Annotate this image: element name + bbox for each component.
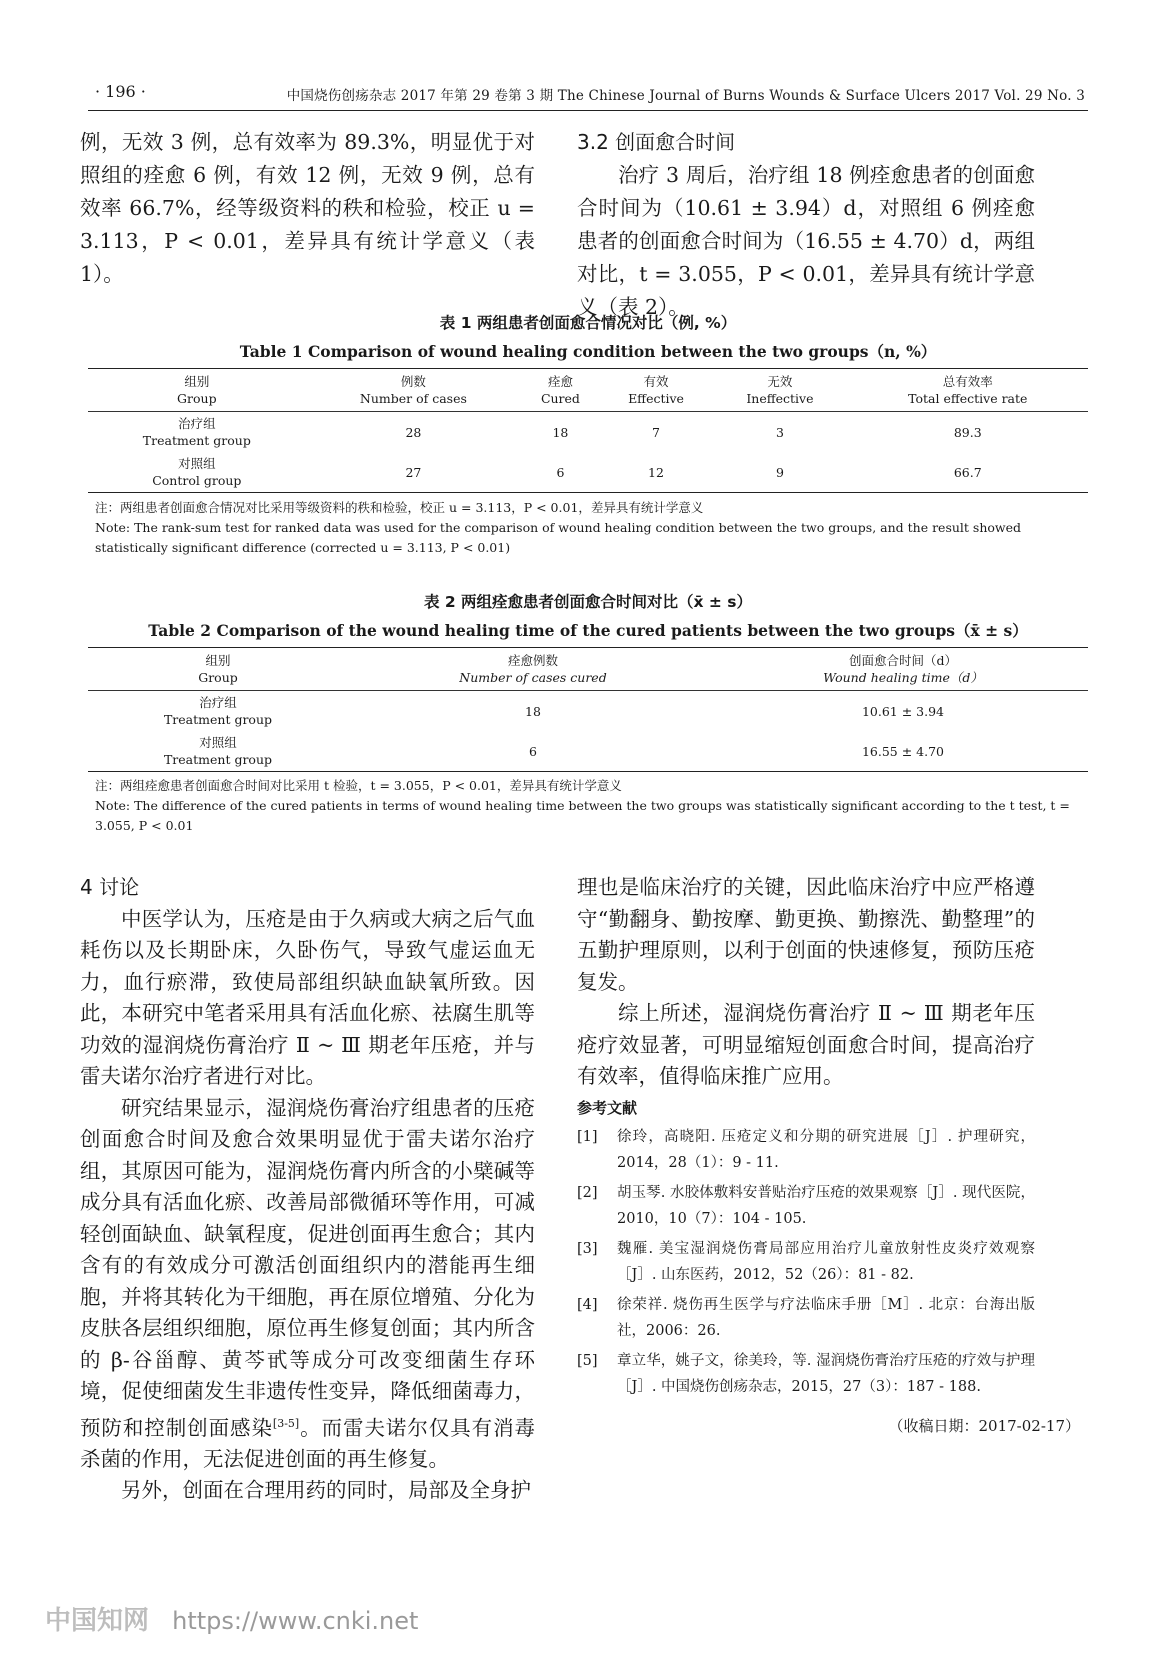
- table1-note-en: Note: The rank-sum test for ranked data was used for the comparison of wound healing condition between the two groups, and the result showed statistically significant difference (corrected u = 3.113, P < 0.01): [95, 520, 1021, 555]
- table-cell: 10.61 ± 3.94: [861, 703, 945, 719]
- table2-caption-en: Table 2 Comparison of the wound healing time of the cured patients between the two groups（x̄ ± s）: [148, 621, 1028, 640]
- table-cell: 89.3: [953, 424, 982, 440]
- section-3-2-heading: 3.2 创面愈合时间: [577, 130, 736, 154]
- discussion-paragraph-3-continued: 理也是临床治疗的关键，因此临床治疗中应严格遵守“勤翻身、勤按摩、勤更换、勤擦洗、勤整理”的五勤护理原则，以利于创面的快速修复，预防压疮复发。: [577, 875, 1035, 994]
- table-header-row: [88, 648, 1088, 691]
- cnki-logo: 中国知网: [45, 1606, 150, 1636]
- table-cell: 9: [712, 452, 847, 493]
- reference-item: [1] 徐玲，高晓阳. 压疮定义和分期的研究进展［J］. 护理研究，2014，28（1）：9 - 11.: [577, 1129, 1035, 1171]
- table-cell: 16.55 ± 4.70: [718, 731, 1088, 772]
- table1-note-cn: 注：两组患者创面愈合情况对比采用等级资料的秩和检验，校正 u = 3.113，P < 0.01，差异具有统计学意义: [95, 500, 704, 515]
- table-cell: 6: [348, 731, 718, 772]
- table-cell: 对照组 Treatment group: [88, 731, 348, 772]
- table1-caption-en: Table 1 Comparison of wound healing condition between the two groups（n, %）: [239, 342, 937, 361]
- discussion-paragraph-4: 综上所述，湿润烧伤膏治疗 Ⅱ ~ Ⅲ 期老年压疮疗效显著，可明显缩短创面愈合时间，提高治疗有效率，值得临床推广应用。: [577, 1001, 1035, 1088]
- cnki-url[interactable]: https://www.cnki.net: [172, 1607, 419, 1635]
- reference-item: [3] 魏雁. 美宝湿润烧伤膏局部应用治疗儿童放射性皮炎疗效观察［J］. 山东医药，2012，52（26）：81 - 82.: [577, 1241, 1035, 1283]
- left-top-column: [80, 126, 535, 291]
- table-cell: 6: [521, 452, 600, 493]
- table2-note: [95, 776, 1080, 836]
- table-header-cell: 无效 Ineffective: [712, 369, 847, 412]
- table-header-cell: 痊愈例数 Number of cases cured: [348, 648, 718, 691]
- table-cell: 治疗组 Treatment group: [163, 695, 273, 727]
- table-cell: 7: [652, 424, 660, 440]
- table-cell: 3: [775, 424, 784, 440]
- table-cell: 18: [552, 424, 569, 440]
- reference-item: [4] 徐荣祥. 烧伤再生医学与疗法临床手册［M］. 北京：台海出版社，2006：26.: [577, 1297, 1035, 1339]
- received-date: （收稿日期：2017-02-17）: [888, 1417, 1080, 1435]
- table-header-cell: 总有效率 Total effective rate: [848, 369, 1088, 412]
- journal-header: 中国烧伤创疡杂志 2017 年第 29 卷第 3 期 The Chinese Journal of Burns Wounds & Surface Ulcers 2017 Vol. 29 No. 3: [286, 88, 1085, 104]
- table1-caption-cn: 表 1 两组患者创面愈合情况对比（例, %）: [439, 314, 737, 332]
- reference-list: [577, 1124, 1035, 1400]
- table-header-cell: 创面愈合时间（d） Wound healing time（d）: [718, 648, 1088, 691]
- section-3-2-paragraph: 治疗 3 周后，治疗组 18 例痊愈患者的创面愈合时间为（10.61 ± 3.94）d，对照组 6 例痊愈患者的创面愈合时间为（16.55 ± 4.70）d，两组对比，t = 3.055，P < 0.01，差异具有统计学意义（表 2）。: [577, 163, 1035, 319]
- references-heading: 参考文献: [577, 1098, 638, 1117]
- table-row: [88, 731, 1088, 772]
- discussion-paragraph-2: 研究结果显示，湿润烧伤膏治疗组患者的压疮创面愈合时间及愈合效果明显优于雷夫诺尔治疗组，其原因可能为，湿润烧伤膏内所含的小檗碱等成分具有活血化瘀、改善局部微循环等作用，可减轻创面缺血、缺氧程度，促进创面再生愈合；其内含有的有效成分可激活创面组织内的潜能再生细胞，并将其转化为干细胞，再在原位增殖、分化为皮肤各层组织细胞，原位再生修复创面；其内所含的 β-谷甾醇、黄芩甙等成分可改变细菌生存环境，促使细菌发生非遗传性变异，降低细菌毒力，预防和控制创面感染[3-5]。而雷夫诺尔仅具有消毒杀菌的作用，无法促进创面的再生修复。: [80, 1095, 536, 1471]
- table2-caption-cn: 表 2 两组痊愈患者创面愈合时间对比（x̄ ± s）: [423, 593, 753, 611]
- reference-item: [5] 章立华，姚子文，徐美玲，等. 湿润烧伤膏治疗压疮的疗效与护理［J］. 中国烧伤创疡杂志，2015，27（3）：187 - 188.: [577, 1353, 1035, 1395]
- table-cell: 18: [525, 703, 541, 719]
- table-cell: 27: [306, 452, 522, 493]
- table-header-cell: 有效 Effective: [600, 369, 713, 412]
- results-paragraph: 例，无效 3 例，总有效率为 89.3%，明显优于对照组的痊愈 6 例，有效 12 例，无效 9 例，总有效率 66.7%，经等级资料的秩和检验，校正 u = 3.113，P < 0.01，差异具有统计学意义（表 1）。: [80, 130, 535, 286]
- table-row: [88, 452, 1088, 493]
- discussion-column: [80, 872, 535, 1507]
- reference-item: [2] 胡玉琴. 水胶体敷料安普贴治疗压疮的效果观察［J］. 现代医院，2010，10（7）：104 - 105.: [577, 1185, 1035, 1227]
- table-header-cell: 例数 Number of cases: [306, 369, 522, 412]
- page-number: · 196 ·: [95, 82, 146, 101]
- right-top-column: [577, 126, 1035, 324]
- table-cell: 66.7: [848, 452, 1088, 493]
- cnki-footer: [45, 1600, 418, 1637]
- table-header-cell: 组别 Group: [88, 369, 306, 412]
- table-cell: 28: [405, 424, 422, 440]
- table-cell: 对照组 Control group: [88, 452, 306, 493]
- table1: [88, 368, 1088, 493]
- table-cell: 12: [600, 452, 713, 493]
- table2-note-cn: 注：两组痊愈患者创面愈合时间对比采用 t 检验，t = 3.055，P < 0.01，差异具有统计学意义: [95, 778, 622, 793]
- table-header-row: [88, 369, 1088, 412]
- citation: [3-5]: [272, 1416, 300, 1430]
- right-bottom-column: [577, 872, 1035, 1404]
- running-header: [95, 82, 1085, 112]
- table2-note-en: Note: The difference of the cured patients in terms of wound healing time between the two groups was statistically significant according to the t test, t = 3.055, P < 0.01: [95, 798, 1070, 833]
- table1-note: [95, 498, 1080, 558]
- table-row: [88, 691, 1088, 732]
- discussion-heading: 4 讨论: [80, 875, 140, 899]
- table2: [88, 647, 1088, 772]
- table-header-cell: 痊愈 Cured: [521, 369, 600, 412]
- table-row: [88, 412, 1088, 453]
- table-cell: 治疗组 Treatment group: [142, 416, 251, 448]
- table-header-cell: 组别 Group: [88, 648, 348, 691]
- header-rule: [88, 110, 1088, 111]
- discussion-paragraph-3: 另外，创面在合理用药的同时，局部及全身护: [121, 1478, 531, 1503]
- discussion-paragraph-1: 中医学认为，压疮是由于久病或大病之后气血耗伤以及长期卧床，久卧伤气，导致气虚运血无力，血行瘀滞，致使局部组织缺血缺氧所致。因此，本研究中笔者采用具有活血化瘀、祛腐生肌等功效的湿润烧伤膏治疗 Ⅱ ~ Ⅲ 期老年压疮，并与雷夫诺尔治疗者进行对比。: [80, 906, 535, 1088]
